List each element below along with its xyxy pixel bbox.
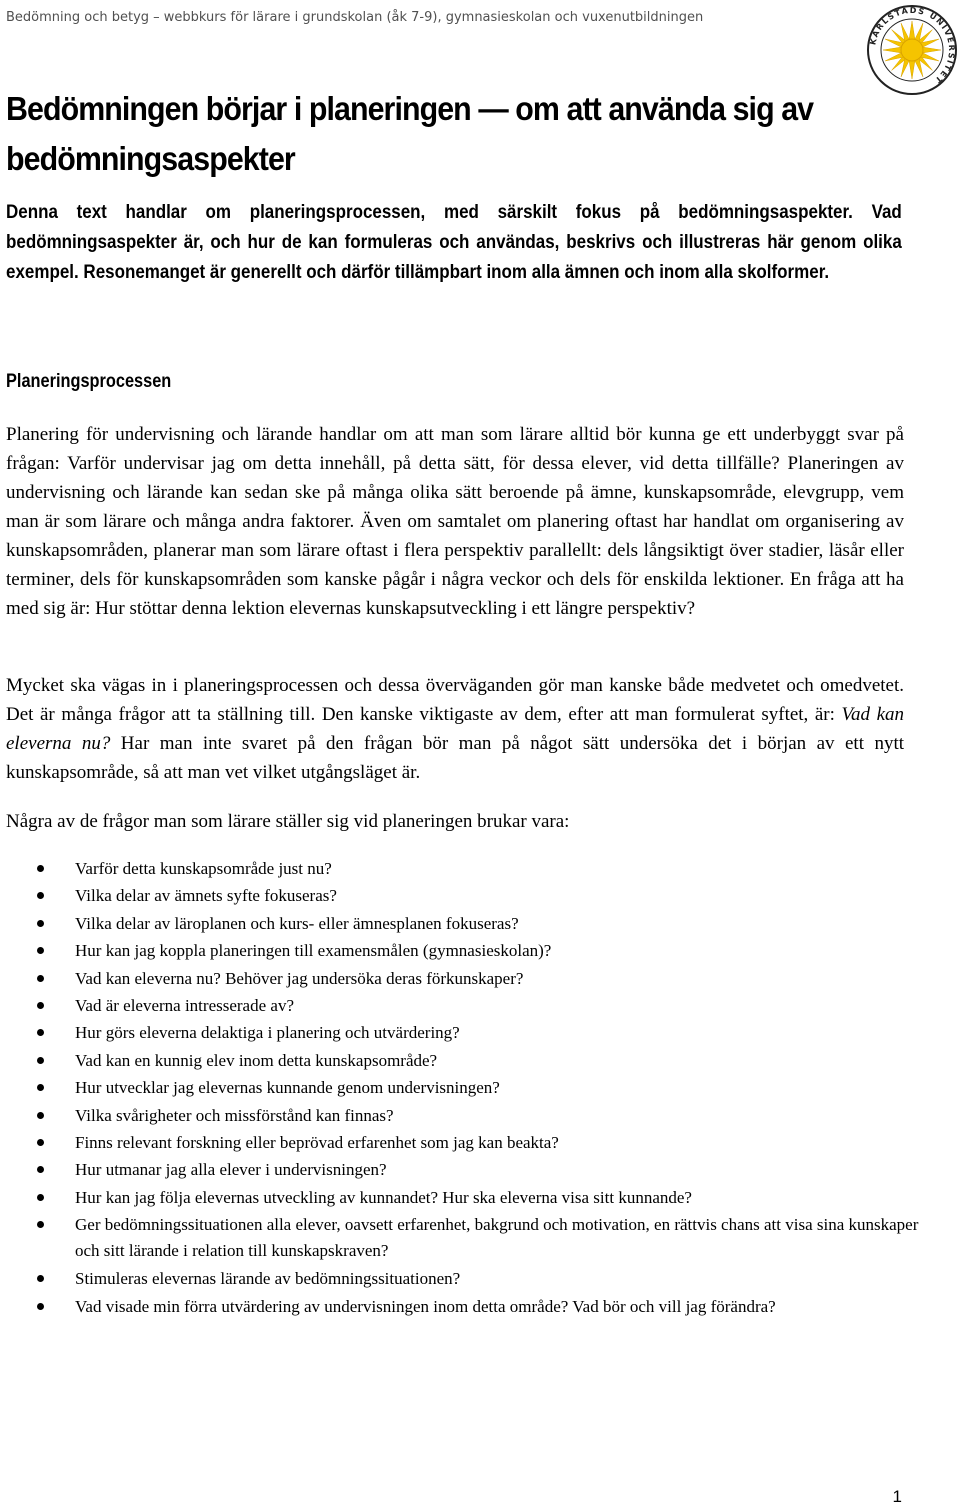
question-list bbox=[0, 855, 920, 1320]
bullet-icon bbox=[37, 975, 44, 982]
bullet-icon bbox=[37, 947, 44, 954]
page-number: 1 bbox=[892, 1487, 902, 1506]
list-item bbox=[0, 1211, 920, 1265]
list-item-text: Vad kan en kunnig elev inom detta kunskapsområde? bbox=[75, 1050, 438, 1070]
svg-text:KARLSTADS UNIVERSITET: KARLSTADS UNIVERSITET bbox=[868, 5, 957, 86]
list-item bbox=[0, 1102, 920, 1129]
section-heading: Planeringsprocessen bbox=[6, 371, 172, 392]
list-item-text: Varför detta kunskapsområde just nu? bbox=[75, 859, 332, 878]
list-item bbox=[0, 1184, 920, 1211]
bullet-icon bbox=[37, 1112, 44, 1119]
list-item bbox=[0, 1265, 920, 1292]
list-item-text: Hur görs eleverna delaktiga i planering och utvärdering? bbox=[75, 1023, 460, 1043]
bullet-icon bbox=[37, 1194, 44, 1201]
list-item bbox=[0, 882, 920, 909]
list-item-text: Hur utmanar jag alla elever i undervisningen? bbox=[75, 1160, 387, 1180]
bullet-icon bbox=[37, 1303, 44, 1310]
intro-paragraph: Denna text handlar om planeringsprocessen, med särskilt fokus på bedömningsaspekter. Vad bedömningsaspekter är, och hur de kan formuleras och användas, beskrivs och illustreras här genom olika exempel. Resonemanget är generellt och därför tillämpbart inom alla ämnen och inom alla skolformer. bbox=[6, 202, 902, 283]
bullet-icon bbox=[37, 1057, 44, 1064]
bullet-icon bbox=[37, 1166, 44, 1173]
list-item bbox=[0, 1129, 920, 1156]
paragraph-2-text-before: Mycket ska vägas in i planeringsprocessen och dessa överväganden gör man kanske både medvetet och omedvetet. Det är många frågor att ta ställning till. Den kanske viktigaste av dem, efter att man formulerat syftet, är: bbox=[6, 675, 904, 725]
list-item-text: Vad är eleverna intresserade av? bbox=[75, 996, 294, 1016]
list-item-text: Finns relevant forskning eller beprövad erfarenhet som jag kan beakta? bbox=[75, 1133, 559, 1153]
paragraph-2-italic-question: Vad kan eleverna nu? bbox=[6, 704, 905, 754]
body-paragraph-1: Planering för undervisning och lärande handlar om att man som lärare alltid bör kunna ge ett underbyggt svar på frågan: Varför undervisar jag om detta innehåll, på detta sätt, för dessa elever, vid detta tillfälle? Planeringen av undervisning och lärande kan sedan ske på många olika sätt beroende på ämne, kunskapsområde, elevgrupp, vem man är som lärare och många andra faktorer. Även om samtalet om planering oftast har handlat om organisering av kunskapsområden, planerar man som lärare oftast i flera perspektiv parallellt: dels långsiktigt över stadier, läsår eller terminer, dels för kunskapsområden som kanske pågår i några veckor och dels för enskilda lektioner. En fråga att ha med sig är: Hur stöttar denna lektion elevernas kunskapsutveckling i ett längre perspektiv? bbox=[6, 424, 904, 619]
list-item-text: Vilka svårigheter och missförstånd kan finnas? bbox=[75, 1105, 394, 1125]
bullet-icon bbox=[37, 1084, 44, 1091]
list-item bbox=[0, 937, 920, 964]
body-paragraph-3: Några av de frågor man som lärare ställer sig vid planeringen brukar vara: bbox=[6, 811, 570, 832]
body-paragraph-2 bbox=[6, 671, 904, 787]
list-item bbox=[0, 1156, 920, 1183]
university-logo bbox=[866, 4, 958, 96]
bullet-icon bbox=[37, 1002, 44, 1009]
list-item bbox=[0, 910, 920, 937]
list-item-text: Hur utvecklar jag elevernas kunnande genom undervisningen? bbox=[75, 1078, 500, 1098]
list-item-text: Vilka delar av ämnets syfte fokuseras? bbox=[75, 886, 337, 906]
list-item-text: Ger bedömningssituationen alla elever, oavsett erfarenhet, bakgrund och motivation, en rättvis chans att visa sina kunskaper och sitt lärande i relation till kunskapskraven? bbox=[75, 1215, 919, 1261]
page-title: Bedömningen börjar i planeringen — om att använda sig av bedömningsaspekter bbox=[6, 90, 814, 177]
list-item bbox=[0, 965, 920, 992]
running-header: Bedömning och betyg – webbkurs för lärare i grundskolan (åk 7-9), gymnasieskolan och vuxenutbildningen bbox=[6, 10, 704, 25]
paragraph-2-text-after: Har man inte svaret på den frågan bör man på något sätt undersöka det i början av ett nytt kunskapsområde, så att man vet vilket utgångsläget är. bbox=[6, 733, 904, 783]
list-item bbox=[0, 1293, 920, 1320]
list-item-text: Vad visade min förra utvärdering av undervisningen inom detta område? Vad bör och vill jag förändra? bbox=[75, 1296, 776, 1316]
list-item-text: Stimuleras elevernas lärande av bedömningssituationen? bbox=[75, 1269, 461, 1289]
bullet-icon bbox=[37, 1221, 44, 1228]
list-item bbox=[0, 1074, 920, 1101]
list-item-text: Hur kan jag följa elevernas utveckling av kunnandet? Hur ska eleverna visa sitt kunnande? bbox=[75, 1187, 692, 1207]
list-item bbox=[0, 855, 920, 882]
bullet-icon bbox=[37, 892, 44, 899]
bullet-icon bbox=[37, 1275, 44, 1282]
list-item bbox=[0, 1047, 920, 1074]
list-item-text: Vad kan eleverna nu? Behöver jag undersöka deras förkunskaper? bbox=[75, 968, 524, 988]
bullet-icon bbox=[37, 920, 44, 927]
list-item-text: Hur kan jag koppla planeringen till examensmålen (gymnasieskolan)? bbox=[75, 941, 552, 961]
list-item-text: Vilka delar av läroplanen och kurs- eller ämnesplanen fokuseras? bbox=[75, 913, 519, 933]
bullet-icon bbox=[37, 1139, 44, 1146]
list-item bbox=[0, 992, 920, 1019]
bullet-icon bbox=[37, 1029, 44, 1036]
bullet-icon bbox=[37, 865, 44, 872]
list-item bbox=[0, 1019, 920, 1046]
